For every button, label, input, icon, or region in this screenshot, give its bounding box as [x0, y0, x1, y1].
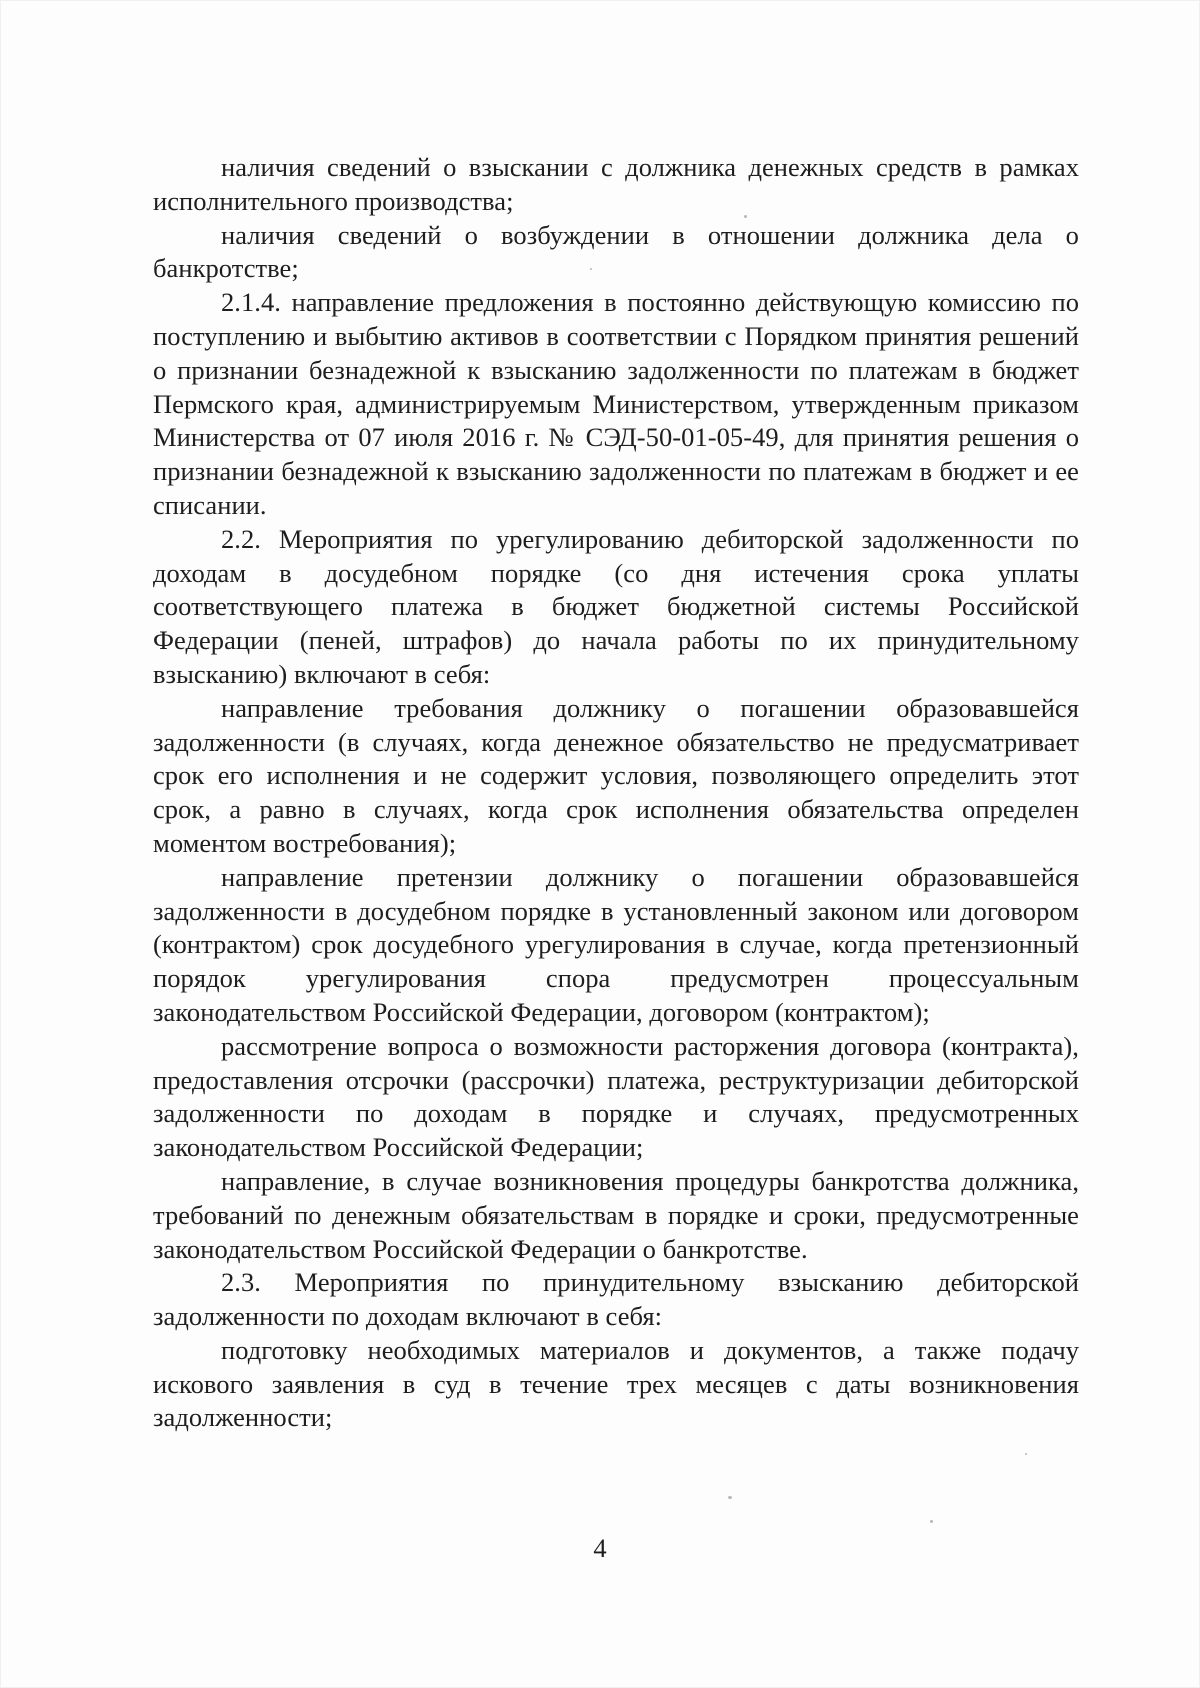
paragraph: 2.2. Мероприятия по урегулированию дебиторской задолженности по доходам в досудебном порядке (со дня истечения срока уплаты соответствующего платежа в бюджет бюджетной системы Российской Федерации (пеней, штрафов) до начала работы по их принудительному взысканию) включают в себя: — [153, 523, 1079, 689]
page-number: 4 — [593, 1533, 607, 1563]
scan-speck — [590, 268, 592, 270]
scan-speck — [744, 215, 747, 218]
document-body — [153, 151, 1079, 1435]
scan-speck — [1025, 1453, 1027, 1455]
scan-speck — [728, 1496, 732, 1499]
paragraph: 2.3. Мероприятия по принудительному взысканию дебиторской задолженности по доходам включают в себя: — [153, 1267, 1079, 1332]
scan-speck — [930, 1520, 933, 1523]
paragraph: рассмотрение вопроса о возможности расторжения договора (контракта), предоставления отсрочки (рассрочки) платежа, реструктуризации дебиторской задолженности по доходам в порядке и случаях, предусмотренных законодательством Российской Федерации; — [153, 1030, 1079, 1163]
paragraph: 2.1.4. направление предложения в постоянно действующую комиссию по поступлению и выбытию активов в соответствии с Порядком принятия решений о признании безнадежной к взысканию задолженности по платежам в бюджет Пермского края, администрируемым Министерством, утвержденным приказом Министерства от 07 июля 2016 г. № СЭД-50-01-05-49, для принятия решения о признании безнадежной к взысканию задолженности по платежам в бюджет и ее списании. — [153, 287, 1079, 520]
paragraph: подготовку необходимых материалов и документов, а также подачу искового заявления в суд в течение трех месяцев с даты возникновения задолженности; — [153, 1334, 1079, 1433]
paragraph: наличия сведений о возбуждении в отношении должника дела о банкротстве; — [153, 219, 1079, 284]
paragraph: направление требования должнику о погашении образовавшейся задолженности (в случаях, когда денежное обязательство не предусматривает срок его исполнения и не содержит условия, позволяющего определить этот срок, а равно в случаях, когда срок исполнения обязательства определен моментом востребования); — [153, 692, 1079, 858]
paragraph: наличия сведений о взыскании с должника денежных средств в рамках исполнительного производства; — [153, 152, 1079, 216]
paragraph: направление, в случае возникновения процедуры банкротства должника, требований по денежным обязательствам в порядке и сроки, предусмотренные законодательством Российской Федерации о банкротстве. — [153, 1165, 1079, 1264]
paragraph: направление претензии должнику о погашении образовавшейся задолженности в досудебном порядке в установленный законом или договором (контрактом) срок досудебного урегулирования в случае, когда претензионный порядок урегулирования спора предусмотрен процессуальным законодательством Российской Федерации, договором (контрактом); — [153, 861, 1079, 1027]
